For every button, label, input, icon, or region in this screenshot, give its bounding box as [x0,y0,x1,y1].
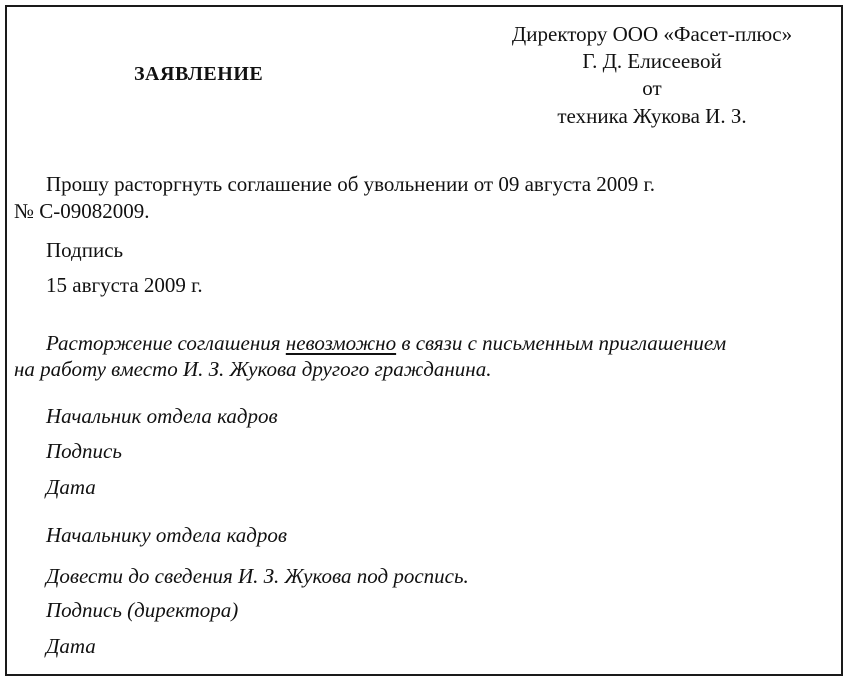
addressee-line-2: Г. Д. Елисеевой [582,49,722,73]
request-line-1: Прошу расторгнуть соглашение об увольнении от 09 августа 2009 г. [46,172,656,196]
document-title: ЗАЯВЛЕНИЕ [134,63,264,85]
request-date: 15 августа 2009 г. [46,273,203,297]
director-date: Дата [46,634,96,658]
resolution-line-1-start: Расторжение соглашения [46,331,286,355]
from-word: от [642,76,662,100]
hr-head-date: Дата [46,475,96,499]
request-line-2: № С-09082009. [14,199,150,223]
director-signature: Подпись (директора) [46,598,239,622]
signature-label: Подпись [46,238,124,262]
hr-head-signature: Подпись [46,439,122,463]
resolution-line-2: на работу вместо И. З. Жукова другого гражданина. [14,357,492,381]
addressee-line-1: Директору ООО «Фасет-плюс» [511,22,793,46]
resolution-line-1 [46,331,726,355]
resolution-underlined-word: невозможно [285,331,397,355]
directive-addressee: Начальнику отдела кадров [46,523,287,547]
sender-line: техника Жукова И. З. [557,104,747,128]
resolution-line-1-end: в связи с письменным приглашением [396,331,727,355]
hr-head-title: Начальник отдела кадров [46,404,278,428]
directive-text: Довести до сведения И. З. Жукова под роспись. [46,564,469,588]
